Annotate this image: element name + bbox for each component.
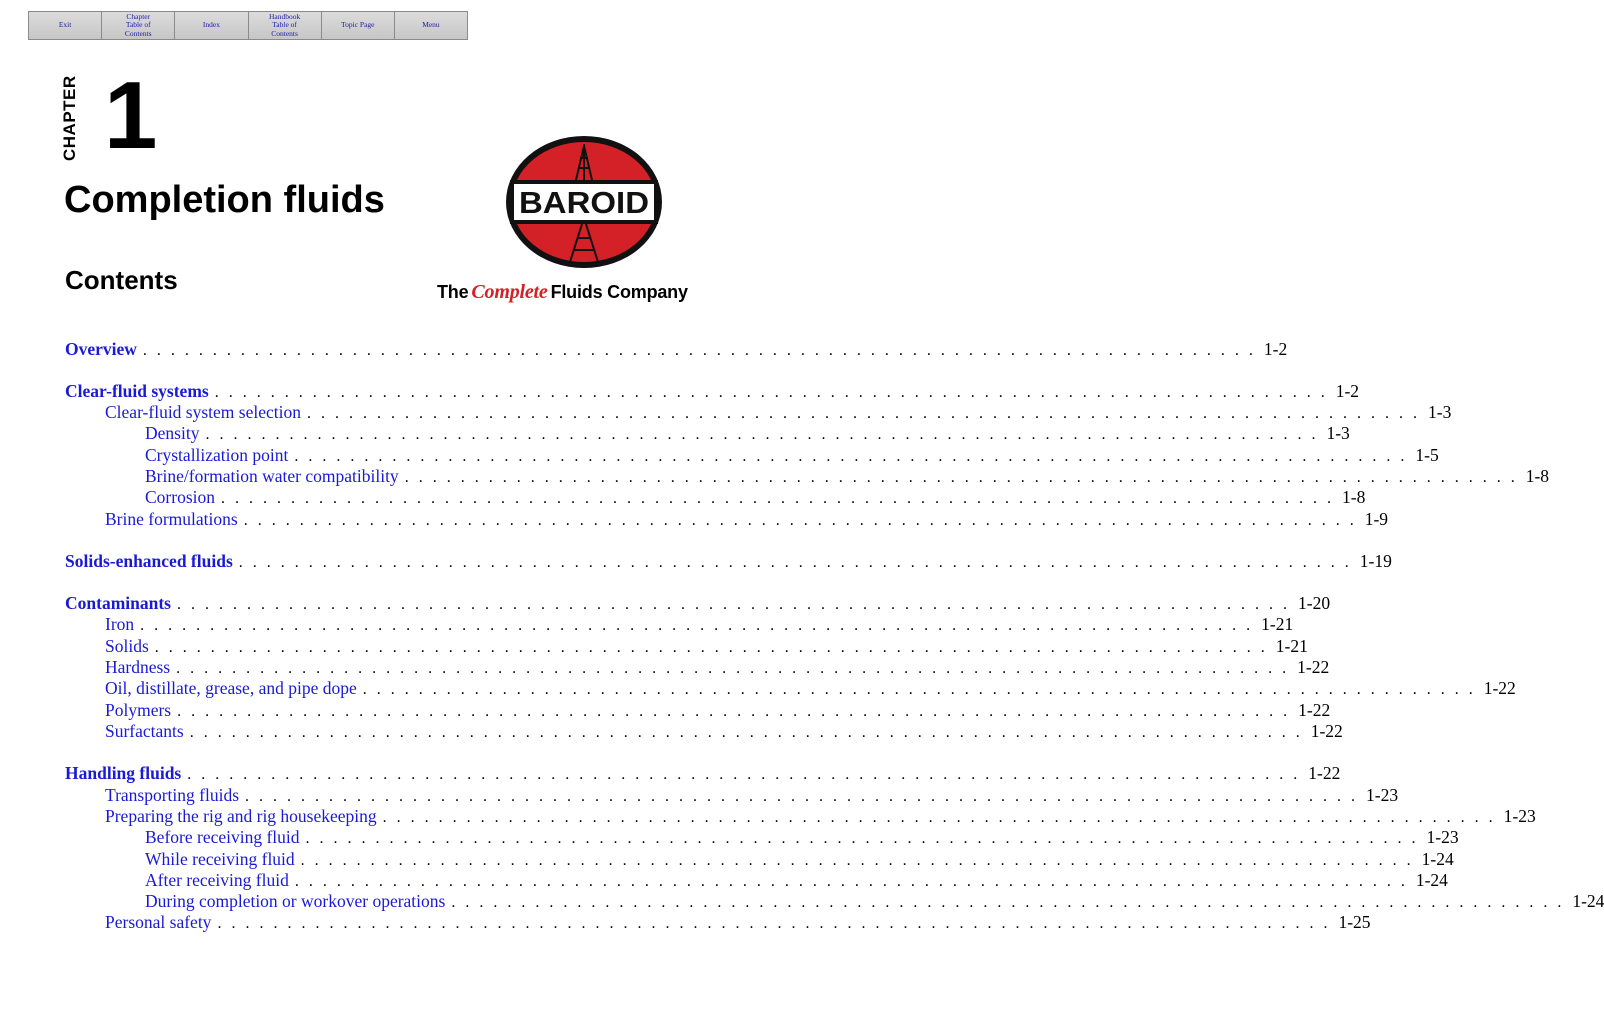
toc-leader-dots: . . . . . . . . . . . . . . . . . . . . . . . . . . . . . . . . . . . . . . . . . . . . . . . . . . . . . . . . . . . . . . . . . . . . . . . . . . . . . . . .: [243, 512, 1357, 529]
toc-leader-dots: . . . . . . . . . . . . . . . . . . . . . . . . . . . . . . . . . . . . . . . . . . . . . . . . . . . . . . . . . . . . . . . . . . . . . . . . . . . . . . . .: [294, 873, 1408, 890]
toc-page-number: 1-3: [1428, 402, 1452, 422]
chapter-number: 1: [104, 62, 158, 169]
toc-entry-label[interactable]: While receiving fluid: [145, 849, 295, 869]
toc-entry-label[interactable]: Transporting fluids: [105, 785, 240, 805]
toc-entry-label[interactable]: After receiving fluid: [145, 870, 289, 890]
toc-page-number: 1-23: [1426, 827, 1459, 847]
toc-entry-label[interactable]: Corrosion: [145, 487, 215, 507]
toc-page-number: 1-5: [1415, 445, 1439, 465]
tagline-rest: Fluids Company: [550, 282, 688, 302]
toc-leader-dots: . . . . . . . . . . . . . . . . . . . . . . . . . . . . . . . . . . . . . . . . . . . . . . . . . . . . . . . . . . . . . . . . . . . . . . . . . . . . . . . .: [214, 384, 1328, 401]
toc-leader-dots: . . . . . . . . . . . . . . . . . . . . . . . . . . . . . . . . . . . . . . . . . . . . . . . . . . . . . . . . . . . . . . . . . . . . . . . . . . . . . . . .: [176, 660, 1290, 677]
toc-entry-label[interactable]: Personal safety: [105, 912, 212, 932]
toc-entry[interactable]: [105, 614, 1294, 636]
toc-entry-label[interactable]: Contaminants: [65, 593, 171, 613]
logo-brand-text: BAROID: [519, 185, 649, 220]
contents-heading: Contents: [65, 265, 178, 295]
toc-page-number: 1-2: [1335, 381, 1360, 401]
toc-entry[interactable]: [105, 678, 1516, 700]
toc-page-number: 1-22: [1308, 763, 1341, 783]
toc-entry[interactable]: [105, 721, 1343, 743]
page-title: Completion fluids: [64, 179, 385, 221]
toc-page-number: 1-9: [1364, 509, 1389, 529]
toc-page-number: 1-22: [1483, 678, 1516, 698]
toc-page-number: 1-22: [1298, 700, 1331, 720]
toc-leader-dots: . . . . . . . . . . . . . . . . . . . . . . . . . . . . . . . . . . . . . . . . . . . . . . . . . . . . . . . . . . . . . . . . . . . . . . . . . . . . . . . .: [382, 809, 1496, 826]
nav-index-button[interactable]: Index: [175, 12, 248, 39]
toc-entry[interactable]: [105, 657, 1330, 679]
toc-entry-label[interactable]: Hardness: [105, 657, 171, 677]
tagline-script: Complete: [471, 281, 548, 303]
toc-leader-dots: . . . . . . . . . . . . . . . . . . . . . . . . . . . . . . . . . . . . . . . . . . . . . . . . . . . . . . . . . . . . . . . . . . . . . . . . . . . . . . . .: [404, 469, 1518, 486]
toc-page-number: 1-22: [1310, 721, 1343, 741]
toc-entry-label[interactable]: Polymers: [105, 700, 172, 720]
toc-entry-label[interactable]: Overview: [65, 339, 137, 359]
toc-page-number: 1-21: [1261, 614, 1294, 634]
toc-leader-dots: . . . . . . . . . . . . . . . . . . . . . . . . . . . . . . . . . . . . . . . . . . . . . . . . . . . . . . . . . . . . . . . . . . . . . . . . . . . . . . . .: [177, 703, 1291, 720]
toc-page-number: 1-19: [1359, 551, 1392, 571]
toc-entry[interactable]: [145, 827, 1459, 849]
toc-entry-label[interactable]: Solids: [105, 636, 149, 656]
toc-entry-label[interactable]: Solids-enhanced fluids: [65, 551, 233, 571]
toc-leader-dots: . . . . . . . . . . . . . . . . . . . . . . . . . . . . . . . . . . . . . . . . . . . . . . . . . . . . . . . . . . . . . . . . . . . . . . . . . . . . . . . .: [189, 724, 1303, 741]
nav-exit-button[interactable]: Exit: [29, 12, 102, 39]
toc-entry[interactable]: [105, 402, 1452, 424]
toc-entry-label[interactable]: During completion or workover operations: [145, 891, 446, 911]
toc-entry[interactable]: [65, 593, 1331, 615]
toc-entry-label[interactable]: Before receiving fluid: [145, 827, 300, 847]
toc-leader-dots: . . . . . . . . . . . . . . . . . . . . . . . . . . . . . . . . . . . . . . . . . . . . . . . . . . . . . . . . . . . . . . . . . . . . . . . . . . . . . . . .: [217, 915, 1331, 932]
toc-page-number: 1-24: [1572, 891, 1604, 911]
toc-entry-label[interactable]: Clear-fluid systems: [65, 381, 209, 401]
nav-handbook-toc-button[interactable]: Handbook Table of Contents: [249, 12, 322, 39]
toc-entry[interactable]: [145, 891, 1604, 913]
toc-leader-dots: . . . . . . . . . . . . . . . . . . . . . . . . . . . . . . . . . . . . . . . . . . . . . . . . . . . . . . . . . . . . . . . . . . . . . . . . . . . . . . . .: [205, 426, 1319, 443]
toc-entry-label[interactable]: Brine/formation water compatibility: [145, 466, 399, 486]
toc-entry[interactable]: [105, 785, 1399, 807]
toc-leader-dots: . . . . . . . . . . . . . . . . . . . . . . . . . . . . . . . . . . . . . . . . . . . . . . . . . . . . . . . . . . . . . . . . . . . . . . . . . . . . . . . .: [142, 342, 1256, 359]
baroid-logo: [504, 132, 664, 272]
toc-page-number: 1-22: [1297, 657, 1330, 677]
toc-entry-label[interactable]: Iron: [105, 614, 135, 634]
toc-leader-dots: . . . . . . . . . . . . . . . . . . . . . . . . . . . . . . . . . . . . . . . . . . . . . . . . . . . . . . . . . . . . . . . . . . . . . . . . . . . . . . . .: [177, 596, 1290, 613]
navigation-bar: [28, 11, 468, 40]
toc-entry-label[interactable]: Handling fluids: [65, 763, 182, 783]
nav-chapter-toc-button[interactable]: Chapter Table of Contents: [102, 12, 175, 39]
toc-leader-dots: . . . . . . . . . . . . . . . . . . . . . . . . . . . . . . . . . . . . . . . . . . . . . . . . . . . . . . . . . . . . . . . . . . . . . . . . . . . . . . . .: [187, 766, 1301, 783]
toc-entry-label[interactable]: Brine formulations: [105, 509, 238, 529]
toc-entry[interactable]: [145, 423, 1350, 445]
toc-leader-dots: . . . . . . . . . . . . . . . . . . . . . . . . . . . . . . . . . . . . . . . . . . . . . . . . . . . . . . . . . . . . . . . . . . . . . . . . . . . . . . . .: [154, 639, 1268, 656]
toc-entry[interactable]: [145, 870, 1448, 892]
toc-entry[interactable]: [65, 381, 1360, 403]
toc-leader-dots: . . . . . . . . . . . . . . . . . . . . . . . . . . . . . . . . . . . . . . . . . . . . . . . . . . . . . . . . . . . . . . . . . . . . . . . . . . . . . . . .: [140, 617, 1254, 634]
toc-page-number: 1-24: [1415, 870, 1448, 890]
toc-leader-dots: . . . . . . . . . . . . . . . . . . . . . . . . . . . . . . . . . . . . . . . . . . . . . . . . . . . . . . . . . . . . . . . . . . . . . . . . . . . . . . . .: [221, 490, 1334, 507]
toc-page-number: 1-25: [1338, 912, 1371, 932]
toc-entry[interactable]: [105, 636, 1308, 658]
toc-page-number: 1-3: [1326, 423, 1350, 443]
toc-entry-label[interactable]: Density: [145, 423, 200, 443]
toc-entry-label[interactable]: Preparing the rig and rig housekeeping: [105, 806, 377, 826]
toc-page-number: 1-23: [1503, 806, 1536, 826]
toc-leader-dots: . . . . . . . . . . . . . . . . . . . . . . . . . . . . . . . . . . . . . . . . . . . . . . . . . . . . . . . . . . . . . . . . . . . . . . . . . . . . . . . .: [305, 830, 1419, 847]
toc-entry[interactable]: [145, 445, 1439, 467]
nav-menu-button[interactable]: Menu: [395, 12, 467, 39]
toc-entry[interactable]: [145, 849, 1454, 871]
toc-page-number: 1-2: [1263, 339, 1288, 359]
toc-page-number: 1-21: [1275, 636, 1308, 656]
toc-entry[interactable]: [145, 466, 1550, 488]
toc-page-number: 1-8: [1525, 466, 1550, 486]
toc-entry[interactable]: [105, 700, 1331, 722]
toc-page-number: 1-20: [1298, 593, 1331, 613]
nav-topic-page-button[interactable]: Topic Page: [322, 12, 395, 39]
toc-page-number: 1-23: [1366, 785, 1399, 805]
toc-leader-dots: . . . . . . . . . . . . . . . . . . . . . . . . . . . . . . . . . . . . . . . . . . . . . . . . . . . . . . . . . . . . . . . . . . . . . . . . . . . . . . . .: [451, 894, 1565, 911]
toc-leader-dots: . . . . . . . . . . . . . . . . . . . . . . . . . . . . . . . . . . . . . . . . . . . . . . . . . . . . . . . . . . . . . . . . . . . . . . . . . . . . . . . .: [300, 852, 1414, 869]
toc-leader-dots: . . . . . . . . . . . . . . . . . . . . . . . . . . . . . . . . . . . . . . . . . . . . . . . . . . . . . . . . . . . . . . . . . . . . . . . . . . . . . . . .: [294, 448, 1408, 465]
toc-leader-dots: . . . . . . . . . . . . . . . . . . . . . . . . . . . . . . . . . . . . . . . . . . . . . . . . . . . . . . . . . . . . . . . . . . . . . . . . . . . . . . . .: [307, 405, 1420, 422]
toc-entry-label[interactable]: Crystallization point: [145, 445, 289, 465]
toc-leader-dots: . . . . . . . . . . . . . . . . . . . . . . . . . . . . . . . . . . . . . . . . . . . . . . . . . . . . . . . . . . . . . . . . . . . . . . . . . . . . . . . .: [238, 554, 1352, 571]
toc-entry[interactable]: [65, 551, 1392, 573]
toc-entry[interactable]: [145, 487, 1366, 509]
toc-leader-dots: . . . . . . . . . . . . . . . . . . . . . . . . . . . . . . . . . . . . . . . . . . . . . . . . . . . . . . . . . . . . . . . . . . . . . . . . . . . . . . . .: [245, 788, 1359, 805]
toc-leader-dots: . . . . . . . . . . . . . . . . . . . . . . . . . . . . . . . . . . . . . . . . . . . . . . . . . . . . . . . . . . . . . . . . . . . . . . . . . . . . . . . .: [362, 681, 1476, 698]
toc-entry[interactable]: [65, 763, 1341, 785]
toc-entry[interactable]: [105, 509, 1389, 531]
toc-entry-label[interactable]: Oil, distillate, grease, and pipe dope: [105, 678, 357, 698]
toc-entry[interactable]: [105, 912, 1371, 934]
toc-page-number: 1-8: [1342, 487, 1366, 507]
logo-tagline: [437, 281, 688, 304]
chapter-label: CHAPTER: [60, 75, 79, 161]
tagline-the: The: [437, 282, 469, 302]
toc-page-number: 1-24: [1421, 849, 1454, 869]
toc-entry-label[interactable]: Clear-fluid system selection: [105, 402, 301, 422]
toc-entry-label[interactable]: Surfactants: [105, 721, 184, 741]
toc-entry[interactable]: [65, 339, 1288, 361]
toc-entry[interactable]: [105, 806, 1536, 828]
